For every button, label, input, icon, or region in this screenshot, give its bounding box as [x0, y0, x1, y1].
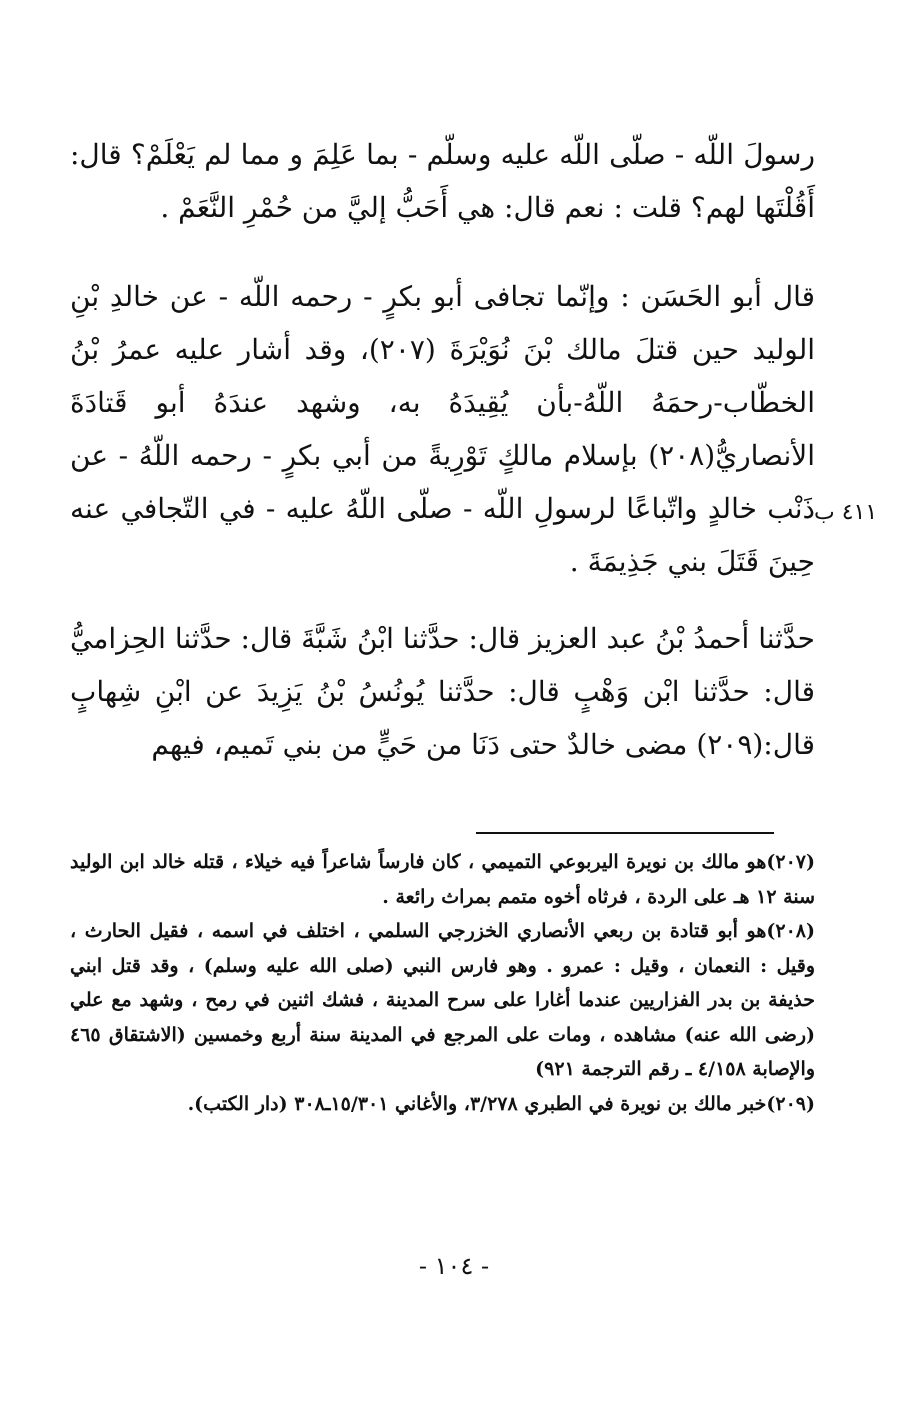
footnote-207: (٢٠٧)هو مالك بن نويرة اليربوعي التميمي ، كان فارساً شاعراً فيه خيلاء ، قتله خالد ابن الوليد سنة ١٢ هـ على الردة ، فرثاه أخوه متمم بمراث رائعة . [70, 851, 815, 908]
page-number: - ١٠٤ - [418, 1252, 490, 1280]
footnotes-section [70, 845, 815, 1121]
footnote-209: (٢٠٩)خبر مالك بن نويرة في الطبري ٣/٢٧٨، والأغاني ١٥/٣٠١ـ٣٠٨ (دار الكتب). [187, 1092, 815, 1115]
paragraph-hadith-end: رسولَ اللّه - صلّى اللّه عليه وسلّم - بما عَلِمَ و مما لم يَعْلَمْ؟ قال: أَقُلْتَها لهم؟ قلت : نعم قال: هي أَحَبُّ إليَّ من حُمْرِ النَّعَمْ . [70, 138, 815, 224]
paragraph-abu-al-hasan: قال أبو الحَسَن : وإنّما تجافى أبو بكرٍ - رحمه اللّه - عن خالدِ بْنِ الوليد حين قتلَ مالك بْنَ نُوَيْرَةَ (٢٠٧)، وقد أشار عليه عمرُ بْنُ الخطّاب-رحمَهُ اللّهُ-بأن يُقِيدَهُ به، وشهد عندَهُ أبو قَتادَةَ الأنصاريُّ(٢٠٨) بإسلام مالكٍ تَوْرِيةً من أبي بكرٍ - رحمه اللّهُ - عن ذَنْب خالدٍ واتّباعًا لرسولِ اللّه - صلّى اللّهُ عليه - في التّجافي عنه حِينَ قَتَلَ بني جَذِيمَةَ . [70, 280, 816, 578]
manuscript-folio-note: ٤١١ ب [814, 500, 878, 525]
footnote-separator-rule [476, 832, 774, 834]
paragraph-isnad: حدَّثنا أحمدُ بْنُ عبد العزيز قال: حدَّثنا ابْنُ شَبَّةَ قال: حدَّثنا الحِزاميُّ قال: حدَّثنا ابْن وَهْبٍ قال: حدَّثنا يُونُسُ بْنُ يَزِيدَ عن ابْنِ شِهابٍ قال:(٢٠٩) مضى خالدٌ حتى دَنَا من حَيٍّ من بني تَميم، فيهم [70, 622, 815, 761]
footnote-208: (٢٠٨)هو أبو قتادة بن ربعي الأنصاري الخزرجي السلمي ، اختلف في اسمه ، فقيل الحارث ، وقيل : النعمان ، وقيل : عمرو . وهو فارس النبي (صلى الله عليه وسلم) ، وقد قتل ابني حذيفة بن بدر الفزاريين عندما أغارا على سرح المدينة ، فشك اثنين في رمح ، وشهد مع علي (رضى الله عنه) مشاهده ، ومات على المرجع في المدينة سنة أربع وخمسين (الاشتقاق ٤٦٥ والإصابة ٤/١٥٨ ـ رقم الترجمة ٩٢١) [70, 920, 815, 1080]
